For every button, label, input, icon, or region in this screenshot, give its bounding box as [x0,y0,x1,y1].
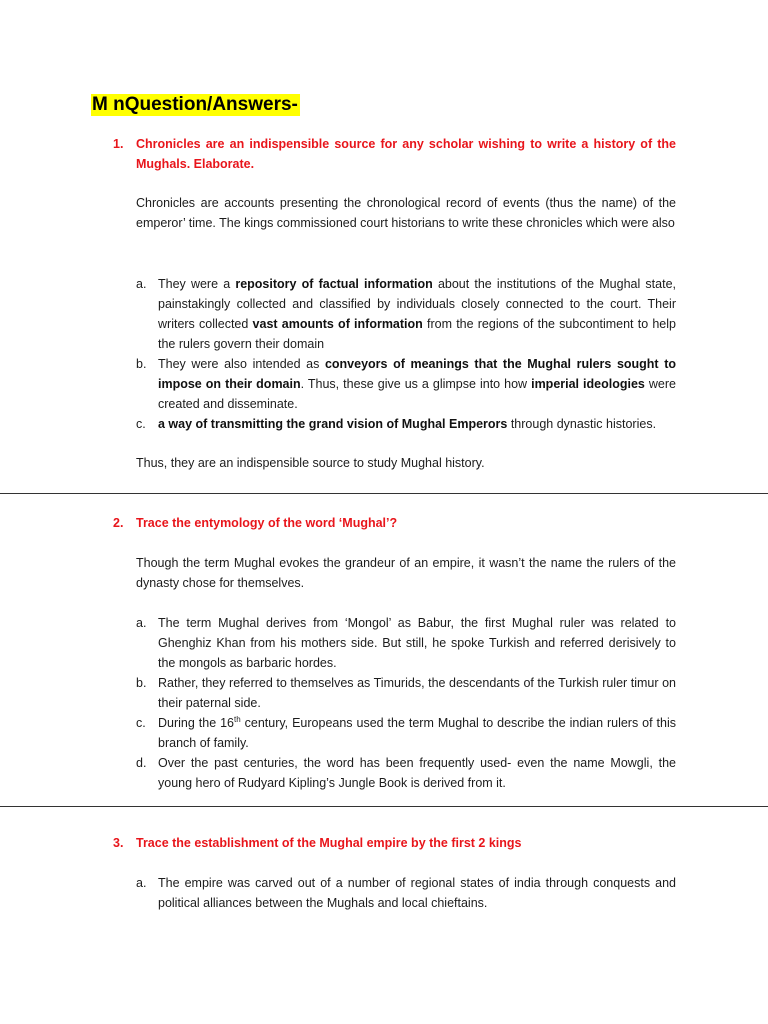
question-number: 2. [113,516,124,530]
list-item [136,354,676,414]
list-marker: d. [136,756,147,770]
list-marker: c. [136,716,146,730]
section-divider [0,806,768,807]
list-marker: b. [136,357,147,371]
answer-intro: Though the term Mughal evokes the grandeur of an empire, it wasn’t the name the rulers of the dynasty chose for themselves. [136,556,676,590]
list-item-text: The term Mughal derives from ‘Mongol’ as Babur, the first Mughal ruler was related to Ghenghiz Khan from his mothers side. But still, he spoke Turkish and referred derisively to the mongols as barbaric hordes. [158,616,676,670]
list-item-text: The empire was carved out of a number of regional states of india through conquests and political alliances between the Mughals and local chieftains. [158,876,676,910]
section-divider [0,493,768,494]
list-item-text: Rather, they referred to themselves as Timurids, the descendants of the Turkish ruler timur on their paternal side. [158,676,676,710]
list-item-text: During the 16th century, Europeans used the term Mughal to describe the indian rulers of this branch of family. [158,715,676,750]
question-text: Chronicles are an indispensible source for any scholar wishing to write a history of the Mughals. Elaborate. [136,137,676,171]
question-2 [113,513,676,533]
list-marker: c. [136,417,146,431]
list-item [136,713,676,753]
list-item [136,873,676,913]
question-text: Trace the establishment of the Mughal empire by the first 2 kings [136,836,522,850]
list-item [136,613,676,673]
list-item [136,753,676,793]
list-marker: b. [136,676,147,690]
question-number: 3. [113,836,124,850]
list-marker: a. [136,876,147,890]
list-item-text: Over the past centuries, the word has been frequently used- even the name Mowgli, the young hero of Rudyard Kipling’s Jungle Book is derived from it. [158,756,676,790]
question-3 [113,833,676,853]
list-item-text: a way of transmitting the grand vision of Mughal Emperors through dynastic histories. [158,417,657,431]
list-item [136,673,676,713]
page-title: M nQuestion/Answers- [92,94,298,115]
question-number: 1. [113,137,124,151]
list-item-text: They were a repository of factual information about the institutions of the Mughal state, painstakingly collected and classified by individuals closely connected to the court. Their writers collected vast amounts of information from the regions of the subcontiment to help the rulers govern their domain [158,277,676,351]
list-marker: a. [136,616,147,630]
list-item [136,414,676,434]
answer-conclusion: Thus, they are an indispensible source to study Mughal history. [136,456,485,470]
superscript: th [234,715,241,724]
question-text: Trace the entymology of the word ‘Mughal’? [136,516,398,530]
question-1 [113,134,676,174]
answer-intro: Chronicles are accounts presenting the chronological record of events (thus the name) of the emperor’ time. The kings commissioned court historians to write these chronicles which were also [136,196,676,230]
list-item [136,274,676,354]
list-item-text: They were also intended as conveyors of meanings that the Mughal rulers sought to impose on their domain. Thus, these give us a glimpse into how imperial ideologies were created and disseminate. [158,357,676,411]
list-marker: a. [136,277,147,291]
